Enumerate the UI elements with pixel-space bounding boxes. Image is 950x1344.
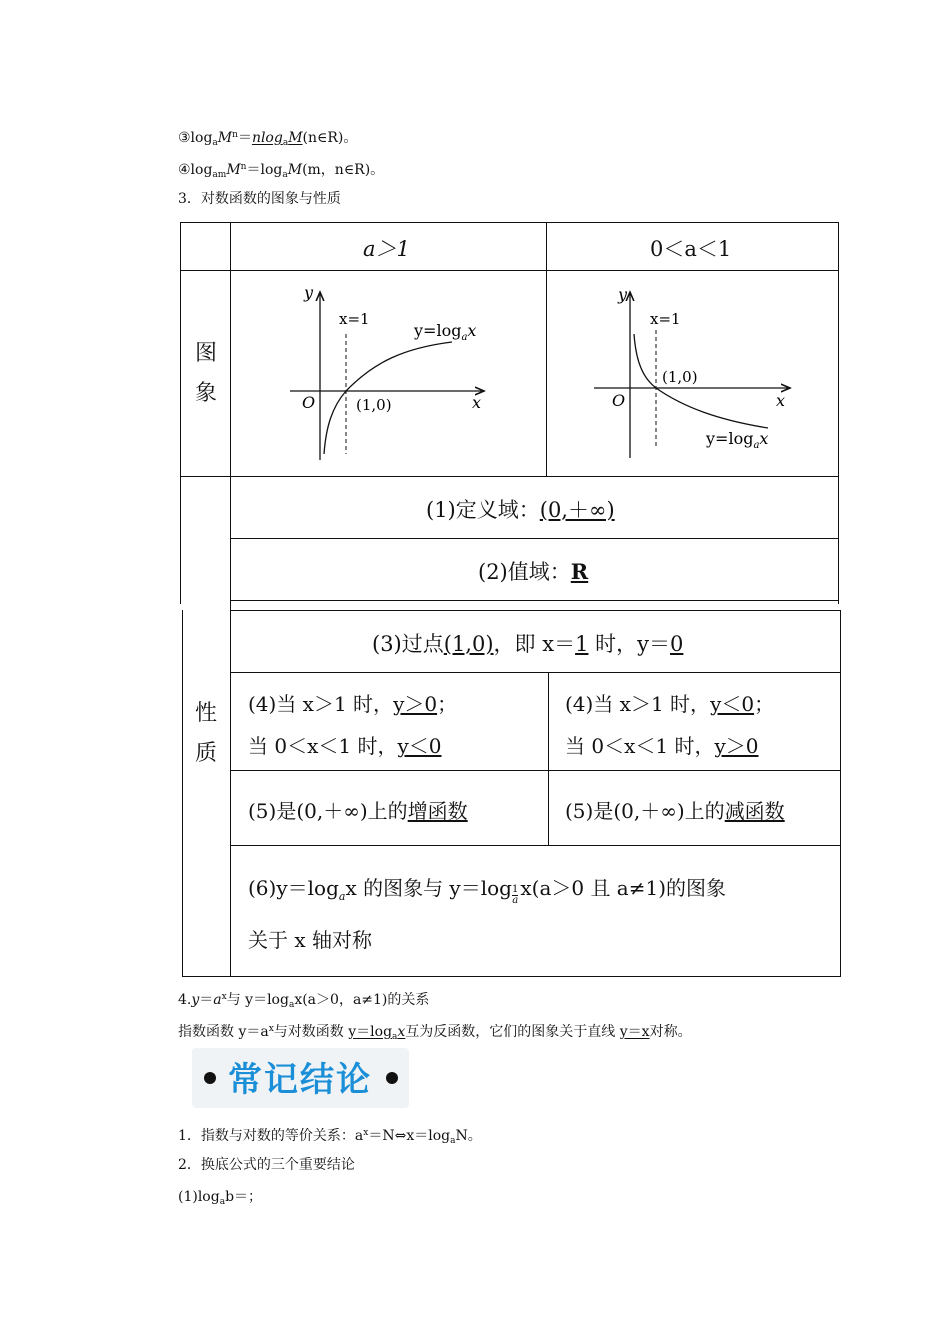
property-symmetry-line2: 关于 x 轴对称 bbox=[248, 928, 372, 952]
curve-label: $y=\log_ax$ bbox=[706, 429, 769, 451]
x-eq-1-label: x=1 bbox=[650, 310, 681, 328]
curve-label: $y=\log_ax$ bbox=[414, 321, 477, 343]
conclusion-3: $(1)\log_ab=$； bbox=[178, 1189, 263, 1207]
x-axis-label: x bbox=[472, 393, 482, 412]
bullet-dot-icon bbox=[386, 1072, 398, 1084]
banner-title: 常记结论 bbox=[228, 1060, 372, 1100]
property-decreasing: (5)是(0,＋∞)上的减函数 bbox=[565, 799, 785, 823]
x-eq-1-label: x=1 bbox=[339, 310, 370, 328]
graph-a-lt-1 bbox=[588, 282, 798, 467]
section-4-heading: $4.y=a^x$与 $y=\log_ax(a>0$，a≠1)的关系 bbox=[178, 992, 430, 1010]
property-symmetry-line1: $(6)y=\log_ax$ 的图象与 y＝log $\frac{1}{a}$ x(a＞0 且 a≠1)的图象 bbox=[248, 876, 727, 906]
conclusion-2: 2．换底公式的三个重要结论 bbox=[178, 1157, 355, 1173]
row-label-properties: 性 质 bbox=[194, 701, 217, 766]
origin-label: O bbox=[612, 391, 626, 410]
property-sign-a-lt-1-line1: (4)当 x＞1 时，y＜0； bbox=[565, 692, 775, 716]
header-a-lt-1: 0＜a＜1 bbox=[650, 237, 732, 261]
property-domain: (1)定义域：(0,＋∞) bbox=[426, 498, 615, 522]
property-sign-a-gt-1-line1: (4)当 x＞1 时，y＞0； bbox=[248, 692, 458, 716]
section-4-body: 指数函数 $y=a^x$与对数函数 $y=\log_ax$互为反函数，它们的图象关于直线 y＝x对称。 bbox=[178, 1024, 692, 1042]
y-axis-label: y bbox=[304, 283, 314, 302]
graph-a-gt-1 bbox=[284, 282, 494, 467]
formula-line-4: $④\log_{am}M^n=\log_aM(m$，n∈R)。 bbox=[178, 162, 385, 180]
section-3-heading: 3．对数函数的图象与性质 bbox=[178, 191, 341, 207]
x-axis-label: x bbox=[776, 391, 786, 410]
point-label: (1,0) bbox=[662, 368, 698, 386]
conclusion-1: 1．指数与对数的等价关系：$a^x=N\Leftrightarrow x=\log_aN$。 bbox=[178, 1128, 482, 1146]
property-range: (2)值域：R bbox=[478, 559, 589, 584]
row-label-graph: 图 象 bbox=[194, 341, 217, 406]
bullet-dot-icon bbox=[204, 1072, 216, 1084]
conclusions-banner bbox=[192, 1048, 409, 1108]
property-sign-a-gt-1-line2: 当 0＜x＜1 时，y＜0 bbox=[248, 734, 442, 758]
y-axis-label: y bbox=[618, 285, 628, 304]
origin-label: O bbox=[302, 393, 316, 412]
property-sign-a-lt-1-line2: 当 0＜x＜1 时，y＞0 bbox=[565, 734, 759, 758]
header-a-gt-1: a＞1 bbox=[363, 237, 410, 261]
formula-line-3: $③\log_aM^n=nlog_aM(n\in R)$。 bbox=[178, 130, 358, 148]
property-increasing: (5)是(0,＋∞)上的增函数 bbox=[248, 799, 468, 823]
log-curve-decreasing bbox=[634, 334, 768, 428]
point-label: (1,0) bbox=[356, 396, 392, 414]
property-fixed-point: (3)过点(1,0)，即 x＝1 时，y＝0 bbox=[372, 632, 684, 656]
